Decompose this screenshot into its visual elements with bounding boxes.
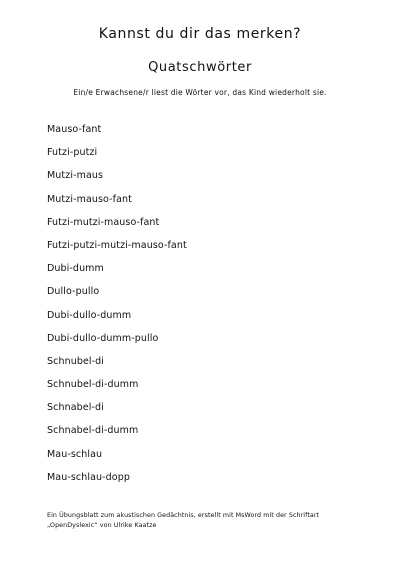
word-item: Schnubel-di: [47, 355, 105, 367]
word-item: Schnabel-di: [47, 402, 104, 414]
word-item: Schnubel-di-dumm: [47, 379, 139, 391]
word-item: Dubi-dullo-dumm-pullo: [47, 332, 159, 344]
instruction-text: Ein/e Erwachsene/r liest die Wörter vor, das Kind wiederholt sie.: [73, 88, 327, 97]
word-item: Mau-schlau: [47, 448, 103, 460]
footer-line: „OpenDyslexic“ von Ulrike Kaatze: [47, 522, 157, 529]
word-item: Mauso-fant: [47, 124, 102, 135]
footer-note: [47, 511, 367, 531]
word-item: Mau-schlau-dopp: [47, 471, 130, 483]
word-item: Futzi-putzi: [47, 147, 98, 159]
word-item: Futzi-putzi-mutzi-mauso-fant: [47, 239, 187, 251]
word-item: Mutzi-mauso-fant: [47, 193, 132, 205]
word-item: Futzi-mutzi-mauso-fant: [47, 216, 160, 228]
word-item: Dubi-dumm: [47, 263, 104, 275]
word-list: [47, 123, 187, 494]
word-item: Mutzi-maus: [47, 170, 104, 182]
word-item: Dubi-dullo-dumm: [47, 309, 132, 321]
page-title: Kannst du dir das merken?: [98, 26, 302, 42]
footer-line: Ein Übungsblatt zum akustischen Gedächtnis, erstellt mit MsWord mit der Schriftart: [47, 512, 320, 519]
page-subtitle: Quatschwörter: [148, 60, 252, 75]
word-item: Dullo-pullo: [47, 286, 100, 298]
word-item: Schnabel-di-dumm: [47, 425, 139, 437]
